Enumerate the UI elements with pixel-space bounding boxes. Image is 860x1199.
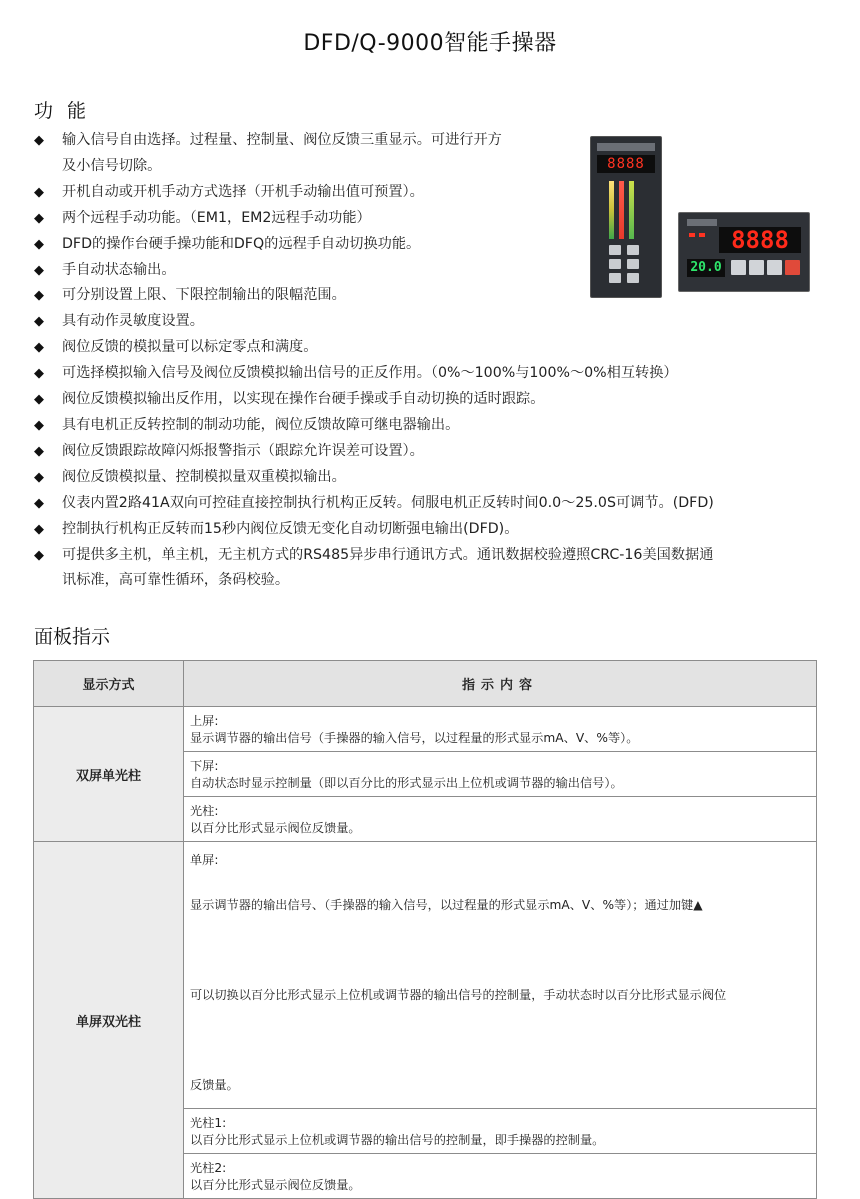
device-nameplate bbox=[597, 143, 655, 151]
device-key bbox=[609, 273, 621, 283]
diamond-bullet-icon: ◆ bbox=[34, 417, 44, 433]
diamond-bullet-icon: ◆ bbox=[34, 366, 44, 382]
diamond-bullet-icon: ◆ bbox=[34, 184, 44, 200]
feature-item: ◆ 阀位反馈的模拟量可以标定零点和满度。 bbox=[34, 335, 834, 361]
indication-cell: 光柱2:以百分比形式显示阀位反馈量。 bbox=[184, 1154, 817, 1199]
features-heading: 功能 bbox=[34, 100, 101, 122]
feature-item: ◆ 仪表内置2路41A双向可控硅直接控制执行机构正反转。伺服电机正反转时间0.0～25.0S可调节。(DFD) bbox=[34, 491, 834, 517]
feature-item: ◆ 可选择模拟输入信号及阀位反馈模拟输出信号的正反作用。（0%～100%与100%～0%相互转换） bbox=[34, 361, 834, 387]
header-indication-content: 指示内容 bbox=[184, 661, 817, 707]
diamond-bullet-icon: ◆ bbox=[34, 133, 44, 148]
indication-cell: 下屏:自动状态时显示控制量（即以百分比的形式显示出上位机或调节器的输出信号）。 bbox=[184, 752, 817, 797]
feature-item: ◆ 输入信号自由选择。过程量、控制量、阀位反馈三重显示。可进行开方 bbox=[34, 128, 582, 154]
diamond-bullet-icon: ◆ bbox=[34, 469, 44, 485]
status-led-icon bbox=[699, 233, 705, 237]
horizontal-controller-device bbox=[678, 212, 810, 292]
table-header-row bbox=[34, 661, 817, 707]
feature-item: ◆ 可提供多主机，单主机，无主机方式的RS485异步串行通讯方式。通讯数据校验遵照CRC-16美国数据通 bbox=[34, 543, 834, 569]
status-led-icon bbox=[689, 233, 695, 237]
device-key bbox=[749, 260, 764, 275]
device-key bbox=[627, 259, 639, 269]
device-nameplate bbox=[687, 219, 717, 226]
device-key bbox=[609, 259, 621, 269]
page-title: DFD/Q-9000智能手操器 bbox=[303, 31, 557, 56]
table-row bbox=[34, 842, 817, 1109]
feature-item: ◆ 两个远程手动功能。（EM1，EM2远程手动功能） bbox=[34, 206, 834, 232]
feature-item: ◆ 具有电机正反转控制的制动功能，阀位反馈故障可继电器输出。 bbox=[34, 413, 834, 439]
panel-indication-table bbox=[33, 660, 817, 1199]
product-image bbox=[580, 132, 815, 302]
bargraph-right bbox=[629, 181, 634, 239]
diamond-bullet-icon: ◆ bbox=[34, 262, 44, 278]
device-key bbox=[767, 260, 782, 275]
horizontal-device-sub-display: 20.0 bbox=[687, 259, 725, 277]
diamond-bullet-icon: ◆ bbox=[34, 288, 44, 304]
diamond-bullet-icon: ◆ bbox=[34, 443, 44, 459]
vertical-controller-device bbox=[590, 136, 662, 298]
feature-item: ◆ 手自动状态输出。 bbox=[34, 258, 834, 284]
feature-item: 及小信号切除。 bbox=[62, 157, 162, 174]
table-row bbox=[34, 707, 817, 752]
diamond-bullet-icon: ◆ bbox=[34, 392, 44, 408]
device-key bbox=[785, 260, 800, 275]
feature-item: ◆ 可分别设置上限、下限控制输出的限幅范围。 bbox=[34, 283, 834, 309]
device-key bbox=[731, 260, 746, 275]
diamond-bullet-icon: ◆ bbox=[34, 210, 44, 226]
header-display-mode: 显示方式 bbox=[34, 661, 184, 707]
mode-dual-screen: 双屏单光柱 bbox=[34, 707, 184, 842]
panel-heading: 面板指示 bbox=[34, 626, 111, 648]
horizontal-device-display: 8888 bbox=[719, 227, 801, 253]
device-key bbox=[627, 273, 639, 283]
mode-single-screen: 单屏双光柱 bbox=[34, 842, 184, 1199]
feature-item: ◆ 阀位反馈模拟输出反作用，以实现在操作台硬手操或手自动切换的适时跟踪。 bbox=[34, 387, 834, 413]
bargraph-left bbox=[609, 181, 614, 239]
diamond-bullet-icon: ◆ bbox=[34, 547, 44, 563]
feature-item: ◆ 开机自动或开机手动方式选择（开机手动输出值可预置）。 bbox=[34, 180, 834, 206]
device-key bbox=[609, 245, 621, 255]
bargraph-middle bbox=[619, 181, 624, 239]
indication-cell: 上屏:显示调节器的输出信号（手操器的输入信号，以过程量的形式显示mA、V、%等）。 bbox=[184, 707, 817, 752]
feature-item: ◆ DFD的操作台硬手操功能和DFQ的远程手自动切换功能。 bbox=[34, 232, 834, 258]
feature-item: ◆ 具有动作灵敏度设置。 bbox=[34, 309, 834, 335]
feature-item: ◆ 阀位反馈模拟量、控制模拟量双重模拟输出。 bbox=[34, 465, 834, 491]
feature-item: ◆ 阀位反馈跟踪故障闪烁报警指示（跟踪允许误差可设置）。 bbox=[34, 439, 834, 465]
feature-item: 讯标准，高可靠性循环，条码校验。 bbox=[62, 572, 290, 589]
diamond-bullet-icon: ◆ bbox=[34, 340, 44, 356]
indication-cell: 光柱1:以百分比形式显示上位机或调节器的输出信号的控制量，即手操器的控制量。 bbox=[184, 1109, 817, 1154]
indication-cell: 光柱:以百分比形式显示阀位反馈量。 bbox=[184, 797, 817, 842]
indication-cell: 单屏:显示调节器的输出信号、（手操器的输入信号，以过程量的形式显示mA、V、%等）；通过加键▲ 可以切换以百分比形式显示上位机或调节器的输出信号的控制量，手动状态时以百分比形式显示阀位 反馈量。 bbox=[184, 842, 817, 1109]
device-key bbox=[627, 245, 639, 255]
diamond-bullet-icon: ◆ bbox=[34, 521, 44, 537]
diamond-bullet-icon: ◆ bbox=[34, 495, 44, 511]
diamond-bullet-icon: ◆ bbox=[34, 236, 44, 252]
vertical-device-display: 8888 bbox=[597, 155, 655, 173]
feature-item: ◆ 控制执行机构正反转而15秒内阀位反馈无变化自动切断强电输出(DFD)。 bbox=[34, 517, 834, 543]
diamond-bullet-icon: ◆ bbox=[34, 314, 44, 330]
